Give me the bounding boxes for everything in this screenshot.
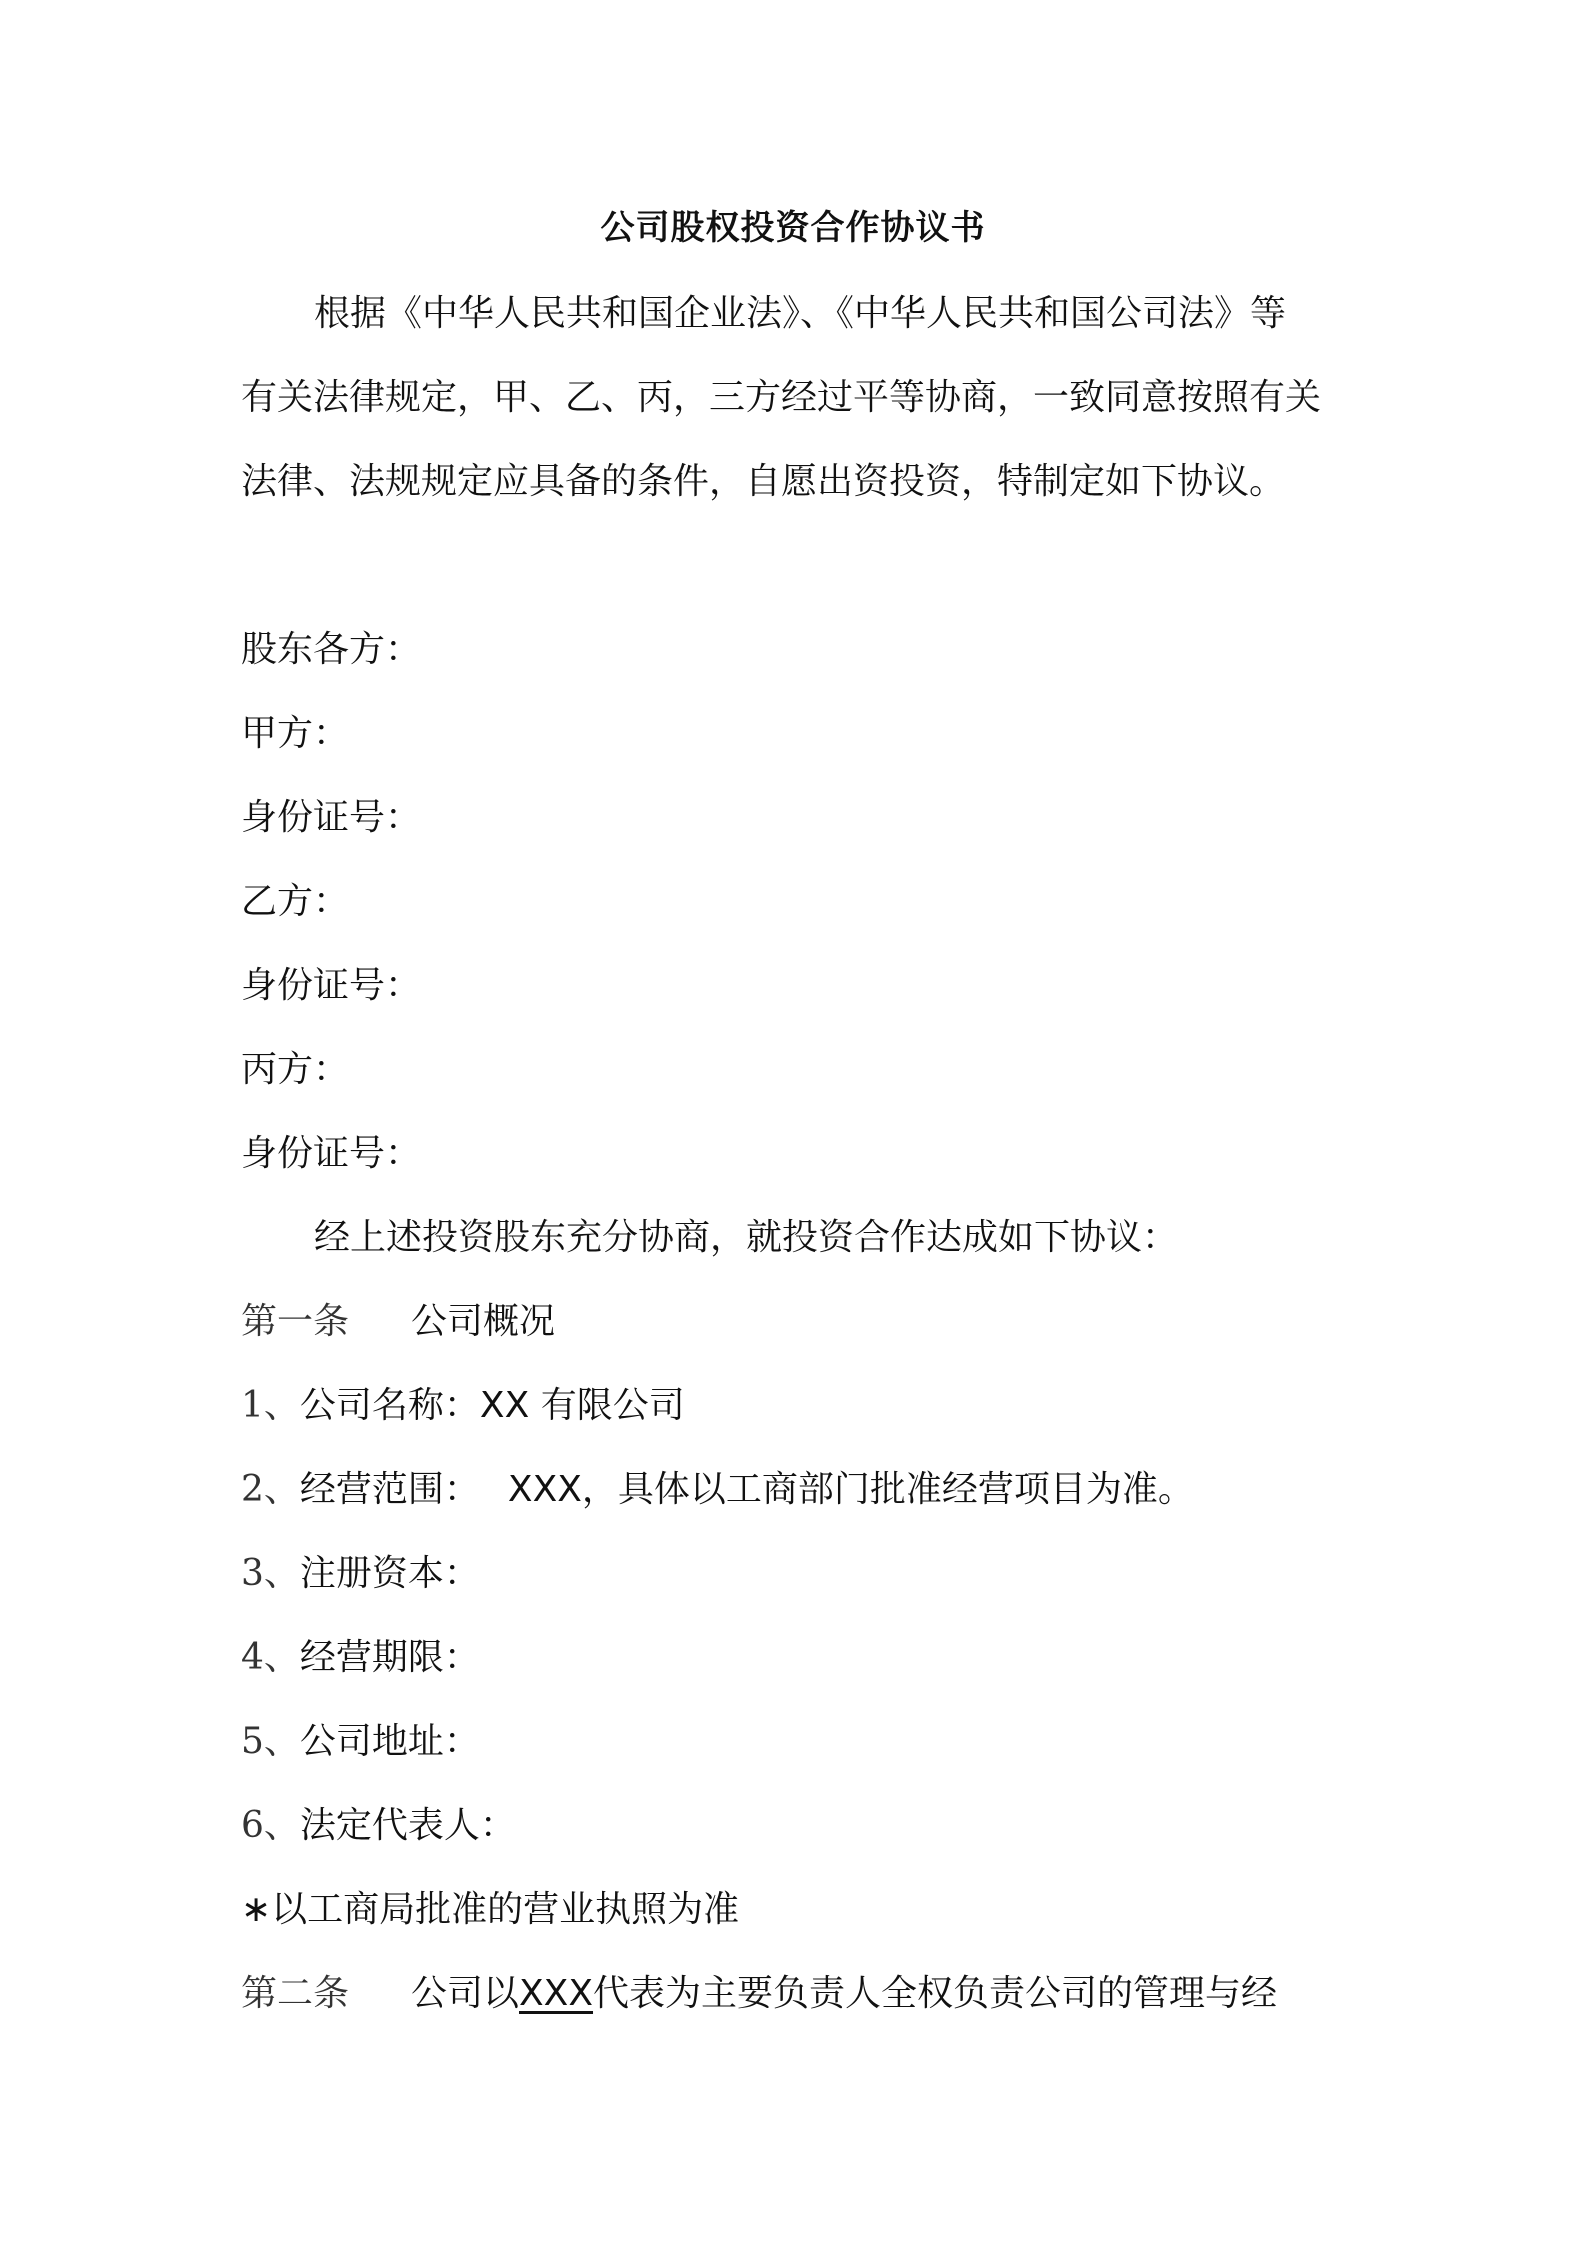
- article-2: [241, 1970, 1277, 2018]
- party-c-label: 丙方：: [241, 1049, 350, 1090]
- article-2-text-after: 代表为主要负责人全权负责公司的管理与经: [593, 1973, 1278, 2014]
- item-number: 3、: [241, 1553, 300, 1594]
- item-label: 公司地址：: [299, 1721, 480, 1762]
- item-label: 注册资本：: [299, 1553, 480, 1594]
- item-label: 公司名称：: [299, 1385, 480, 1426]
- article-2-number: 第二条: [241, 1973, 350, 2014]
- article-1-note: ∗以工商局批准的营业执照为准: [241, 1889, 740, 1930]
- item-number: 6、: [241, 1805, 300, 1846]
- item-value: XXX，具体以工商部门批准经营项目为准。: [507, 1469, 1194, 1510]
- parties-heading: 股东各方：: [241, 629, 422, 670]
- article-1-title: 公司概况: [411, 1301, 556, 1342]
- item-value: XX 有限公司: [479, 1385, 685, 1426]
- party-b-id-label: 身份证号：: [241, 965, 422, 1006]
- item-label: 法定代表人：: [299, 1805, 516, 1846]
- article-2-underlined-name: XXX: [519, 1973, 594, 2014]
- item-number: 5、: [241, 1721, 300, 1762]
- article-1-item-5: [241, 1718, 480, 1766]
- item-label: 经营期限：: [299, 1637, 480, 1678]
- item-number: 2、: [241, 1469, 300, 1510]
- article-1-item-6: [241, 1802, 516, 1850]
- preamble-line-2: 有关法律规定，甲、乙、丙，三方经过平等协商，一致同意按照有关: [241, 377, 1322, 418]
- article-2-text-before: 公司以: [411, 1973, 520, 2014]
- party-a-id-label: 身份证号：: [241, 797, 422, 838]
- article-1-heading: [241, 1298, 555, 1346]
- party-c-id-label: 身份证号：: [241, 1133, 422, 1174]
- article-1-item-3: [241, 1550, 480, 1598]
- party-b-label: 乙方：: [241, 881, 350, 922]
- party-a-label: 甲方：: [241, 713, 350, 754]
- item-number: 1、: [241, 1385, 300, 1426]
- article-1-item-4: [241, 1634, 480, 1682]
- article-1-item-2: [241, 1466, 1194, 1514]
- article-1-number: 第一条: [241, 1301, 350, 1342]
- document-title: 公司股权投资合作协议书: [600, 208, 986, 248]
- preamble-line-1: 根据《中华人民共和国企业法》、《中华人民共和国公司法》等: [314, 293, 1287, 334]
- article-1-item-1: [241, 1382, 685, 1430]
- preamble-line-3: 法律、法规规定应具备的条件，自愿出资投资，特制定如下协议。: [241, 461, 1286, 502]
- agreement-intro: 经上述投资股东充分协商，就投资合作达成如下协议：: [314, 1217, 1179, 1258]
- item-number: 4、: [241, 1637, 300, 1678]
- item-label: 经营范围：: [299, 1469, 480, 1510]
